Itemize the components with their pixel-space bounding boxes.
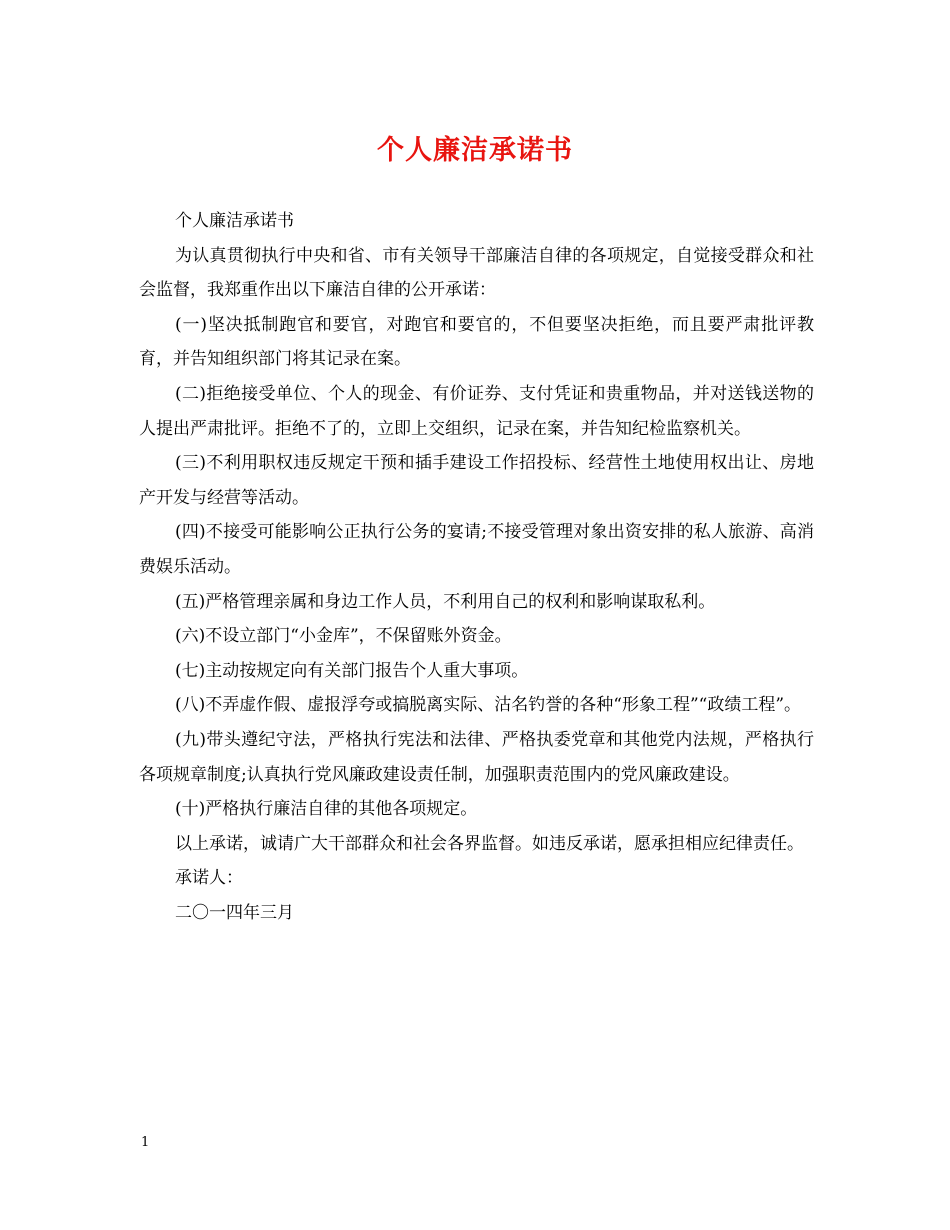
paragraph: (七)主动按规定向有关部门报告个人重大事项。 (175, 660, 529, 681)
paragraph: (八)不弄虚作假、虚报浮夸或搞脱离实际、沽名钓誉的各种“形象工程”“政绩工程”。 (175, 695, 802, 716)
page-number: 1 (141, 1135, 150, 1150)
paragraph: (六)不设立部门“小金库”，不保留账外资金。 (175, 626, 512, 647)
paragraph: (五)严格管理亲属和身边工作人员，不利用自己的权利和影响谋取私利。 (175, 591, 716, 612)
signature-date: 二〇一四年三月 (175, 902, 294, 923)
paragraph: 以上承诺，诚请广大干部群众和社会各界监督。如违反承诺，愿承担相应纪律责任。 (175, 833, 804, 854)
paragraph: (四)不接受可能影响公正执行公务的宴请;不接受管理对象出资安排的私人旅游、高消费娱乐活动。 (139, 522, 814, 577)
paragraph: (一)坚决抵制跑官和要官，对跑官和要官的，不但要坚决拒绝，而且要严肃批评教育，并告知组织部门将其记录在案。 (139, 314, 814, 370)
paragraph: 个人廉洁承诺书 (175, 211, 294, 231)
paragraph: (二)拒绝接受单位、个人的现金、有价证券、支付凭证和贵重物品，并对送钱送物的人提出严肃批评。拒绝不了的，立即上交组织，记录在案，并告知纪检监察机关。 (139, 383, 814, 439)
paragraph: (三)不利用职权违反规定干预和插手建设工作招投标、经营性土地使用权出让、房地产开发与经营等活动。 (139, 453, 814, 508)
document-title: 个人廉洁承诺书 (377, 135, 573, 166)
signature-label: 承诺人： (175, 868, 243, 889)
document-body (139, 204, 814, 930)
paragraph: (九)带头遵纪守法，严格执行宪法和法律、严格执委党章和其他党内法规，严格执行各项规章制度;认真执行党风廉政建设责任制，加强职责范围内的党风廉政建设。 (139, 729, 814, 785)
paragraph: (十)严格执行廉洁自律的其他各项规定。 (175, 799, 478, 820)
paragraph: 为认真贯彻执行中央和省、市有关领导干部廉洁自律的各项规定，自觉接受群众和社会监督，我郑重作出以下廉洁自律的公开承诺： (139, 245, 814, 301)
